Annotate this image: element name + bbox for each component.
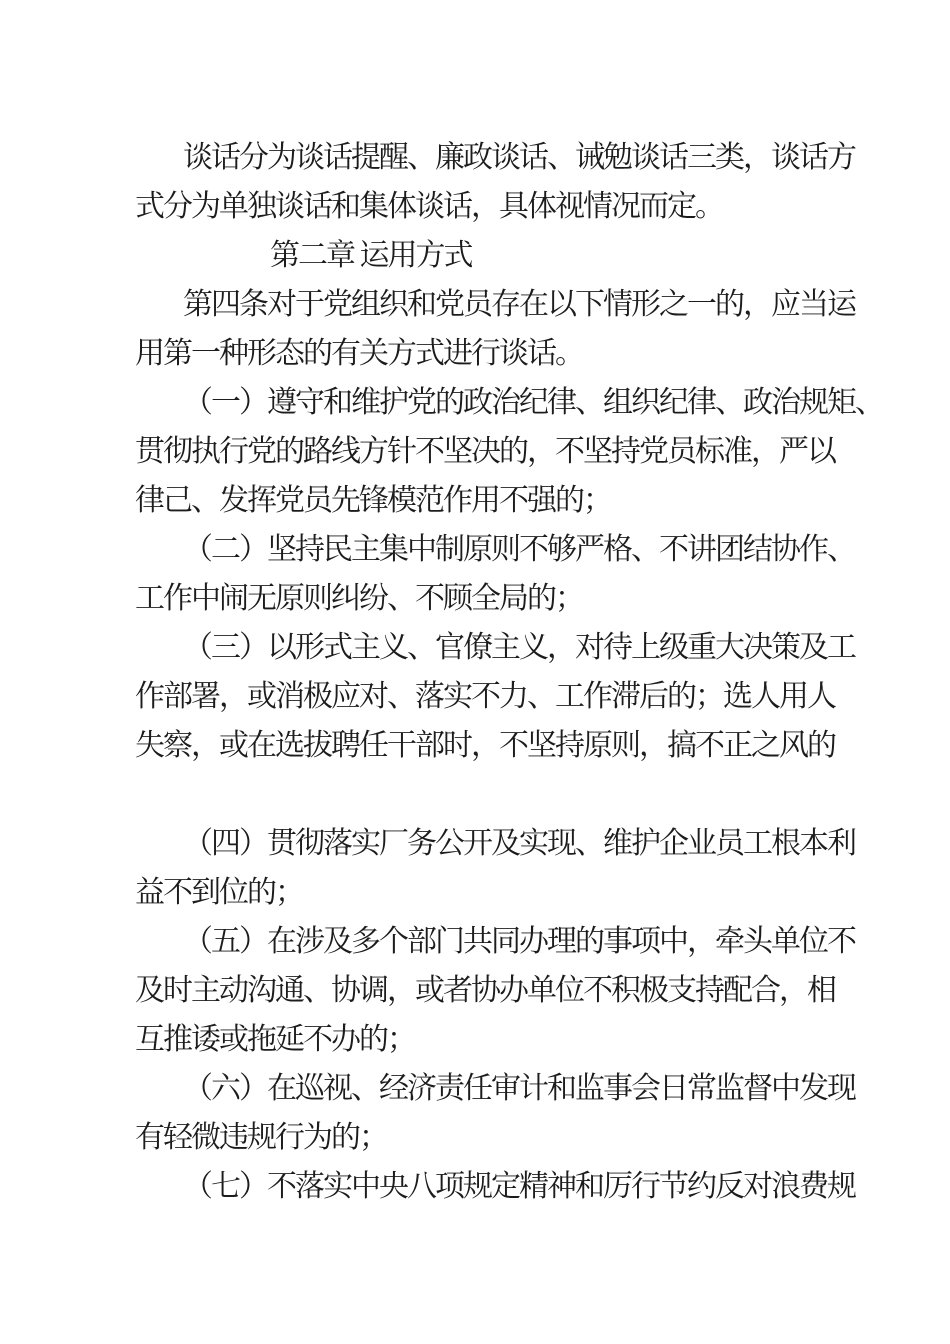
document-text-block bbox=[135, 133, 950, 1211]
text-line: 用第一种形态的有关方式进行谈话。 bbox=[135, 337, 583, 370]
blank-line bbox=[135, 770, 950, 819]
text-line: 作部署，或消极应对、落实不力、工作滞后的；选人用人 bbox=[135, 680, 835, 713]
text-line: （六）在巡视、经济责任审计和监事会日常监督中发现 bbox=[183, 1072, 855, 1105]
text-line: 律己、发挥党员先锋模范作用不强的； bbox=[135, 484, 611, 517]
text-line: 及时主动沟通、协调，或者协办单位不积极支持配合，相 bbox=[135, 974, 835, 1007]
text-line: 工作中闹无原则纠纷、不顾全局的； bbox=[135, 582, 583, 615]
text-line: 贯彻执行党的路线方针不坚决的，不坚持党员标准，严以 bbox=[135, 435, 835, 468]
text-line: 互推诿或拖延不办的； bbox=[135, 1023, 415, 1056]
text-line: （七）不落实中央八项规定精神和厉行节约反对浪费规 bbox=[183, 1170, 855, 1203]
text-line: （一）遵守和维护党的政治纪律、组织纪律、政治规矩、 bbox=[183, 386, 883, 419]
text-line: （四）贯彻落实厂务公开及实现、维护企业员工根本利 bbox=[183, 827, 855, 860]
text-line: （二）坚持民主集中制原则不够严格、不讲团结协作、 bbox=[183, 533, 855, 566]
text-line: （三）以形式主义、官僚主义，对待上级重大决策及工 bbox=[183, 631, 855, 664]
text-line: 有轻微违规行为的； bbox=[135, 1121, 387, 1154]
text-line: 第四条对于党组织和党员存在以下情形之一的，应当运 bbox=[183, 288, 855, 321]
text-line: 益不到位的； bbox=[135, 876, 303, 909]
chapter-heading: 第二章 运用方式 bbox=[270, 239, 472, 272]
text-line: （五）在涉及多个部门共同办理的事项中，牵头单位不 bbox=[183, 925, 855, 958]
text-line: 失察，或在选拔聘任干部时，不坚持原则，搞不正之风的 bbox=[135, 729, 835, 762]
text-line: 谈话分为谈话提醒、廉政谈话、诫勉谈话三类，谈话方 bbox=[183, 141, 855, 174]
text-line: 式分为单独谈话和集体谈话，具体视情况而定。 bbox=[135, 190, 723, 223]
